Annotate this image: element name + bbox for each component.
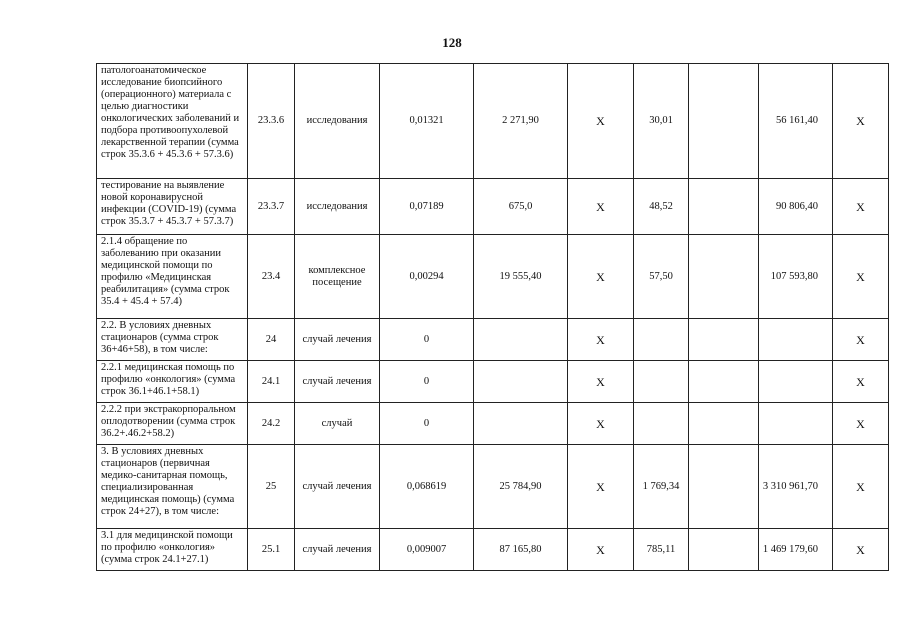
unit-cell: случай лечения	[295, 319, 380, 361]
total-cell: 3 310 961,70	[759, 445, 833, 529]
table-row	[97, 179, 889, 235]
cross-mark-cell: X	[568, 235, 634, 319]
cost-cell: 25 784,90	[474, 445, 568, 529]
cost-cell	[474, 403, 568, 445]
total-cell: 90 806,40	[759, 179, 833, 235]
row-number-cell: 25	[248, 445, 295, 529]
per-capita-cell: 785,11	[634, 529, 689, 571]
cross-mark-cell: X	[833, 235, 889, 319]
tariff-table	[96, 63, 889, 571]
cross-mark-cell: X	[833, 403, 889, 445]
row-name-cell: 2.2.2 при экстракорпоральном оплодотворении (сумма строк 36.2+.46.2+58.2)	[97, 403, 248, 445]
total-cell	[759, 319, 833, 361]
table-row	[97, 445, 889, 529]
norm-cell: 0,00294	[380, 235, 474, 319]
total-cell	[759, 361, 833, 403]
total-cell: 56 161,40	[759, 64, 833, 179]
row-number-cell: 23.3.7	[248, 179, 295, 235]
empty-cell	[689, 179, 759, 235]
per-capita-cell	[634, 403, 689, 445]
row-name-cell: тестирование на выявление новой коронавирусной инфекции (COVID-19) (сумма строк 35.3.7 + 45.3.7 + 57.3.7)	[97, 179, 248, 235]
row-number-cell: 23.4	[248, 235, 295, 319]
page-number: 128	[442, 35, 462, 50]
norm-cell: 0,01321	[380, 64, 474, 179]
row-name-cell: 2.1.4 обращение по заболеванию при оказании медицинской помощи по профилю «Медицинская реабилитация» (сумма строк 35.4 + 45.4 + 57.4)	[97, 235, 248, 319]
empty-cell	[689, 403, 759, 445]
unit-cell: исследования	[295, 179, 380, 235]
cross-mark-cell: X	[568, 319, 634, 361]
per-capita-cell: 30,01	[634, 64, 689, 179]
cross-mark-cell: X	[833, 319, 889, 361]
unit-cell: случай лечения	[295, 445, 380, 529]
unit-cell: случай лечения	[295, 361, 380, 403]
cross-mark-cell: X	[833, 529, 889, 571]
cross-mark-cell: X	[568, 361, 634, 403]
cost-cell: 2 271,90	[474, 64, 568, 179]
row-number-cell: 24	[248, 319, 295, 361]
total-cell: 107 593,80	[759, 235, 833, 319]
row-number-cell: 23.3.6	[248, 64, 295, 179]
row-name-cell: 2.2. В условиях дневных стационаров (сумма строк 36+46+58), в том числе:	[97, 319, 248, 361]
empty-cell	[689, 319, 759, 361]
empty-cell	[689, 64, 759, 179]
cross-mark-cell: X	[568, 403, 634, 445]
per-capita-cell	[634, 319, 689, 361]
unit-cell: комплексное посещение	[295, 235, 380, 319]
cost-cell: 675,0	[474, 179, 568, 235]
total-cell	[759, 403, 833, 445]
row-number-cell: 24.1	[248, 361, 295, 403]
row-name-cell: 2.2.1 медицинская помощь по профилю «онкология» (сумма строк 36.1+46.1+58.1)	[97, 361, 248, 403]
norm-cell: 0,07189	[380, 179, 474, 235]
norm-cell: 0	[380, 319, 474, 361]
per-capita-cell	[634, 361, 689, 403]
cross-mark-cell: X	[568, 445, 634, 529]
empty-cell	[689, 235, 759, 319]
norm-cell: 0,068619	[380, 445, 474, 529]
cross-mark-cell: X	[833, 64, 889, 179]
unit-cell: случай	[295, 403, 380, 445]
cost-cell: 19 555,40	[474, 235, 568, 319]
row-number-cell: 24.2	[248, 403, 295, 445]
table-row	[97, 361, 889, 403]
empty-cell	[689, 361, 759, 403]
unit-cell: исследования	[295, 64, 380, 179]
table-row	[97, 235, 889, 319]
row-number-cell: 25.1	[248, 529, 295, 571]
total-cell: 1 469 179,60	[759, 529, 833, 571]
cost-cell: 87 165,80	[474, 529, 568, 571]
cross-mark-cell: X	[568, 64, 634, 179]
row-name-cell: 3.1 для медицинской помощи по профилю «онкология» (сумма строк 24.1+27.1)	[97, 529, 248, 571]
per-capita-cell: 57,50	[634, 235, 689, 319]
norm-cell: 0	[380, 403, 474, 445]
per-capita-cell: 48,52	[634, 179, 689, 235]
cross-mark-cell: X	[568, 179, 634, 235]
per-capita-cell: 1 769,34	[634, 445, 689, 529]
table-row	[97, 319, 889, 361]
unit-cell: случай лечения	[295, 529, 380, 571]
empty-cell	[689, 529, 759, 571]
cross-mark-cell: X	[833, 179, 889, 235]
norm-cell: 0,009007	[380, 529, 474, 571]
empty-cell	[689, 445, 759, 529]
table-row	[97, 529, 889, 571]
cross-mark-cell: X	[568, 529, 634, 571]
norm-cell: 0	[380, 361, 474, 403]
table-row	[97, 64, 889, 179]
table-row	[97, 403, 889, 445]
cross-mark-cell: X	[833, 445, 889, 529]
cost-cell	[474, 319, 568, 361]
cost-cell	[474, 361, 568, 403]
cross-mark-cell: X	[833, 361, 889, 403]
row-name-cell: патологоанатомическое исследование биопсийного (операционного) материала с целью диагностики онкологических заболеваний и подбора противоопухолевой лекарственной терапии (сумма строк 35.3.6 + 45.3.6 + 57.3.6)	[97, 64, 248, 179]
row-name-cell: 3. В условиях дневных стационаров (первичная медико-санитарная помощь, специализированная медицинская помощь) (сумма строк 24+27), в том числе:	[97, 445, 248, 529]
